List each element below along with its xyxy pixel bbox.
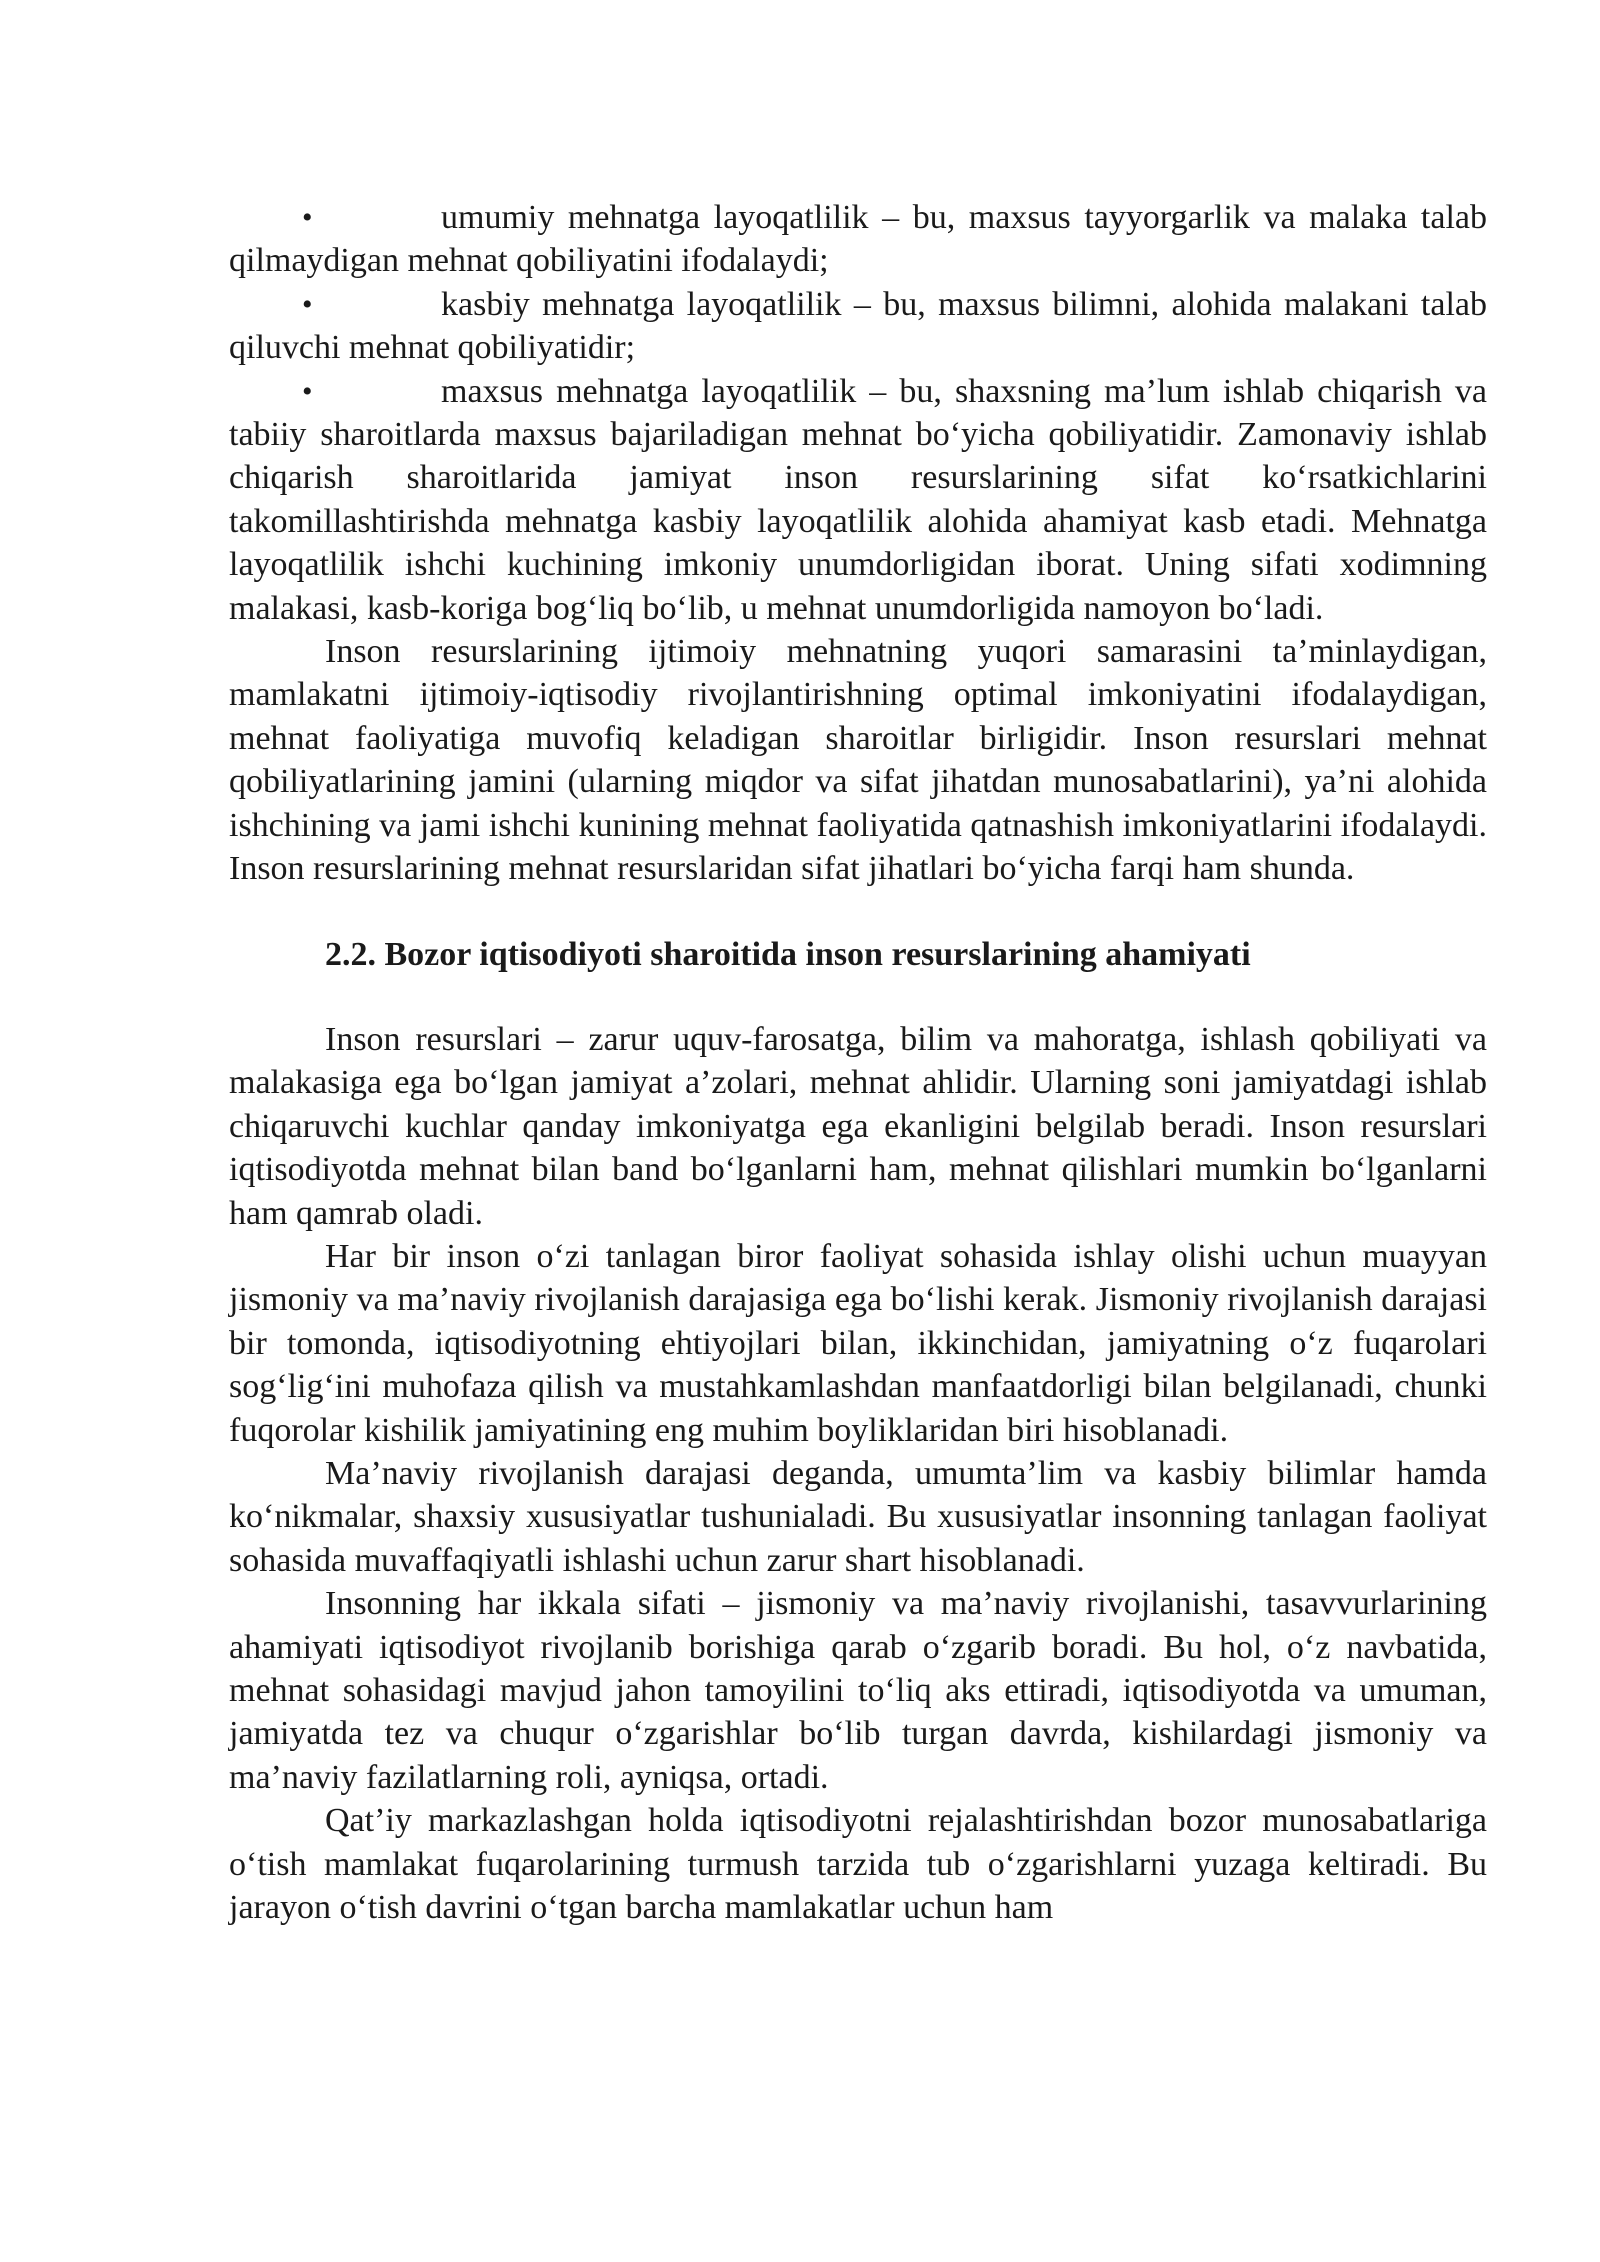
bullet-item-professional-ability (229, 283, 1487, 370)
body-paragraph: Inson resurslari – zarur uquv-farosatga, bilim va mahoratga, ishlash qobiliyati va malakasiga ega bo‘lgan jamiyat a’zolari, mehnat ahlidir. Ularning soni jamiyatdagi ishlab chiqaruvchi kuchlar qanday imkoniyatga ega ekanligini belgilab beradi. Inson resurslari iqtisodiyotda mehnat bilan band bo‘lganlarni ham, mehnat qilishlari mumkin bo‘lganlarni ham qamrab oladi. (229, 1020, 1487, 1232)
section-heading: 2.2. Bozor iqtisodiyoti sharoitida inson resurslarining ahamiyati (325, 935, 1251, 973)
body-paragraph: Qat’iy markazlashgan holda iqtisodiyotni rejalashtirishdan bozor munosabatlariga o‘tish mamlakat fuqarolarining turmush tarzida tub o‘zgarishlarni yuzaga keltiradi. Bu jarayon o‘tish davrini o‘tgan barcha mamlakatlar uchun ham (229, 1802, 1487, 1927)
bullet-icon: • (302, 374, 313, 408)
bullet-text: umumiy mehnatga layoqatlilik – bu, maxsus tayyorgarlik va malaka talab qilmaydigan mehnat qobiliyatini ifodalaydi; (229, 199, 1487, 280)
document-page (229, 196, 1487, 1929)
bullet-icon: • (302, 201, 313, 234)
body-paragraph: Ma’naviy rivojlanish darajasi deganda, umumta’lim va kasbiy bilimlar hamda ko‘nikmalar, shaxsiy xususiyatlar tushunialadi. Bu xususiyatlar insonning tanlagan faoliyat sohasida muvaffaqiyatli ishlashi uchun zarur shart hisoblanadi. (229, 1454, 1487, 1579)
bullet-icon: • (302, 287, 313, 321)
intro-paragraph: Inson resurslarining ijtimoiy mehnatning yuqori samarasini ta’minlaydigan, mamlakatni ijtimoiy-iqtisodiy rivojlantirishning optimal imkoniyatini ifodalaydigan, mehnat faoliyatiga muvofiq keladigan sharoitlar birligidir. Inson resurslari mehnat qobiliyatlarining jamini (ularning miqdor va sifat jihatdan munosabatlarini), ya’ni alohida ishchining va jami ishchi kunining mehnat faoliyatida qatnashish imkoniyatlarini ifodalaydi. Inson resurslarining mehnat resurslaridan sifat jihatlari bo‘yicha farqi ham shunda. (229, 633, 1487, 888)
body-paragraph: Har bir inson o‘zi tanlagan biror faoliyat sohasida ishlay olishi uchun muayyan jismoniy va ma’naviy rivojlanish darajasiga ega bo‘lishi kerak. Jismoniy rivojlanish darajasi bir tomonda, iqtisodiyotning ehtiyojlari bilan, ikkinchidan, jamiyatning o‘z fuqarolari sog‘lig‘ini muhofaza qilish va mustahkamlashdan manfaatdorligi bilan belgilanadi, chunki fuqorolar kishilik jamiyatining eng muhim boyliklaridan biri hisoblanadi. (229, 1237, 1487, 1449)
bullet-text: maxsus mehnatga layoqatlilik – bu, shaxsning ma’lum ishlab chiqarish va tabiiy sharoitlarda maxsus bajariladigan mehnat bo‘yicha qobiliyatidir. Zamonaviy ishlab chiqarish sharoitlarida jamiyat inson resurslarining sifat ko‘rsatkichlarini takomillashtirishda mehnatga kasbiy layoqatlilik alohida ahamiyat kasb etadi. Mehnatga layoqatlilik ishchi kuchining imkoniy unumdorligidan iborat. Uning sifati xodimning malakasi, kasb-koriga bog‘liq bo‘lib, u mehnat unumdorligida namoyon bo‘ladi. (229, 372, 1487, 627)
bullet-item-special-ability (229, 370, 1487, 630)
body-paragraph: Insonning har ikkala sifati – jismoniy va ma’naviy rivojlanishi, tasavvurlarining ahamiyati iqtisodiyot rivojlanib borishiga qarab o‘zgarib boradi. Bu hol, o‘z navbatida, mehnat sohasidagi mavjud jahon tamoyilini to‘liq aks ettiradi, iqtisodiyotda va umuman, jamiyatda tez va chuqur o‘zgarishlar bo‘lib turgan davrda, kishilardagi jismoniy va ma’naviy fazilatlarning roli, ayniqsa, ortadi. (229, 1585, 1487, 1796)
bullet-item-general-ability (229, 196, 1487, 283)
bullet-text: kasbiy mehnatga layoqatlilik – bu, maxsus bilimni, alohida malakani talab qiluvchi mehnat qobiliyatidir; (229, 285, 1487, 367)
